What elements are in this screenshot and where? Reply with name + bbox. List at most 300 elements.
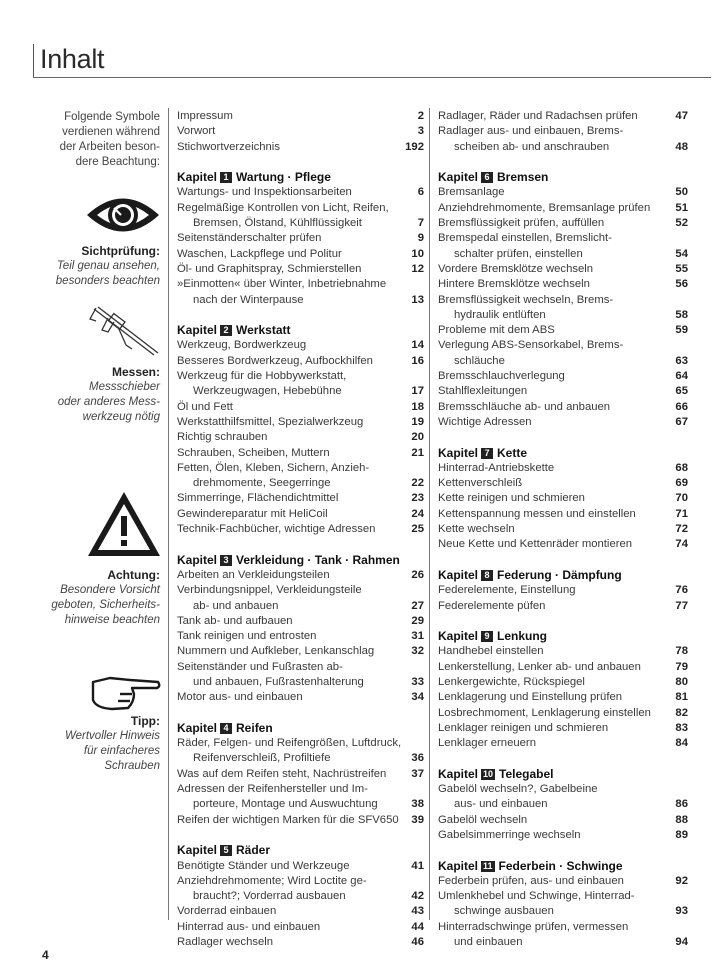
toc-entry[interactable] — [177, 354, 424, 369]
toc-entry[interactable] — [438, 491, 688, 506]
entry-page-number: 34 — [411, 691, 424, 704]
entry-title-line: schalter prüfen, einstellen — [454, 247, 583, 260]
entry-page-number: 56 — [675, 278, 688, 291]
entry-title-line: schläuche — [454, 354, 505, 367]
entry-title-line: Vorwort — [177, 125, 216, 138]
entry-title-line: Tank ab- und aufbauen — [177, 614, 293, 627]
toc-entry[interactable] — [438, 109, 688, 124]
entry-page-number: 76 — [675, 584, 688, 597]
entry-page-number: 50 — [675, 186, 688, 199]
toc-entry[interactable] — [177, 430, 424, 445]
entry-title-line: Regelmäßige Kontrollen von Licht, Reifen, — [177, 201, 389, 214]
entry-page-number: 13 — [411, 293, 424, 306]
toc-entry[interactable] — [438, 400, 688, 415]
toc-entry[interactable] — [177, 660, 424, 691]
entry-page-number: 31 — [411, 630, 424, 643]
entry-title-line: scheiben ab- und anschrauben — [454, 140, 610, 153]
chapter-number-badge: 11 — [483, 860, 493, 871]
entry-title-line: Gabelöl wechseln?, Gabelbeine — [438, 783, 598, 796]
entry-title-line: Verbindungsnippel, Verkleidungsteile — [177, 584, 362, 597]
eye-icon — [84, 190, 162, 240]
entry-title-line: Werkzeugwagen, Hebebühne — [193, 385, 342, 398]
entry-page-number: 66 — [675, 400, 688, 413]
entry-title-line: Kette reinigen und schmieren — [438, 492, 585, 505]
entry-page-number: 26 — [411, 568, 424, 581]
chapter-number-badge: 4 — [220, 723, 232, 734]
chapter-word: Kapitel — [177, 552, 218, 567]
chapter-heading — [177, 721, 424, 736]
entry-title-line: porteure, Montage und Auswuchtung — [193, 798, 378, 811]
toc-entry[interactable] — [438, 706, 688, 721]
toc-entry[interactable] — [438, 537, 688, 552]
toc-entry[interactable] — [177, 644, 424, 659]
toc-entry[interactable] — [177, 461, 424, 492]
entry-title-line: Richtig schrauben — [177, 431, 268, 444]
entry-page-number: 64 — [675, 370, 688, 383]
toc-entry[interactable] — [438, 507, 688, 522]
entry-page-number: 41 — [411, 859, 424, 872]
entry-title-line: Arbeiten an Verkleidungsteilen — [177, 568, 330, 581]
entry-title-line: »Einmotten« über Winter, Inbetriebnahme — [177, 278, 387, 291]
symbol-label: Achtung: — [107, 568, 160, 582]
sidebar-intro — [0, 110, 160, 170]
entry-title-line: Anziehdrehmomente, Bremsanlage prüfen — [438, 201, 651, 214]
toc-entry[interactable] — [438, 338, 688, 369]
toc-entry[interactable] — [177, 277, 424, 308]
symbol-tipp — [0, 714, 160, 774]
entry-page-number: 51 — [675, 201, 688, 214]
toc-entry[interactable] — [438, 277, 688, 292]
intro-line: dere Beachtung: — [75, 156, 160, 168]
toc-entry[interactable] — [177, 629, 424, 644]
entry-page-number: 39 — [411, 813, 424, 826]
entry-title-line: Bremsflüssigkeit wechseln, Brems- — [438, 293, 614, 306]
entry-title-line: Vordere Bremsklötze wechseln — [438, 262, 594, 275]
toc-entry[interactable] — [177, 124, 424, 139]
toc-entry[interactable] — [177, 491, 424, 506]
entry-title-line: Verlegung ABS-Sensorkabel, Brems- — [438, 339, 624, 352]
chapter-heading — [438, 629, 688, 644]
caliper-icon — [88, 305, 160, 363]
entry-page-number: 7 — [417, 217, 424, 230]
toc-entry[interactable] — [438, 384, 688, 399]
toc-entry[interactable] — [177, 874, 424, 905]
symbol-desc: geboten, Sicherheits- — [51, 599, 160, 611]
entry-page-number: 67 — [675, 415, 688, 428]
toc-entry[interactable] — [177, 782, 424, 813]
toc-entry[interactable] — [438, 782, 688, 813]
entry-title-line: Tank reinigen und entrosten — [177, 630, 317, 643]
toc-entry[interactable] — [177, 338, 424, 353]
entry-page-number: 46 — [411, 936, 424, 949]
chapter-title: Bremsen — [497, 170, 549, 185]
toc-section — [177, 109, 424, 155]
toc-section — [438, 568, 688, 614]
symbol-desc: hinweise beachten — [64, 614, 160, 626]
symbol-desc: für einfacheres — [83, 745, 160, 757]
entry-title-line: Gewindereparatur mit HeliCoil — [177, 507, 328, 520]
toc-entry[interactable] — [177, 446, 424, 461]
chapter-title: Wartung · Pflege — [236, 170, 331, 185]
toc-entry[interactable] — [438, 185, 688, 200]
toc-section — [438, 109, 688, 155]
chapter-heading — [177, 170, 424, 185]
symbol-messen — [0, 365, 160, 425]
toc-entry[interactable] — [438, 262, 688, 277]
chapter-heading — [438, 568, 688, 583]
toc-entry[interactable] — [177, 247, 424, 262]
entry-page-number: 9 — [417, 232, 424, 245]
toc-section — [177, 553, 424, 706]
entry-page-number: 12 — [411, 262, 424, 275]
entry-title-line: Reifen der wichtigen Marken für die SFV650 — [177, 813, 399, 826]
toc-section — [177, 323, 424, 537]
chapter-heading — [438, 859, 688, 874]
entry-page-number: 17 — [411, 385, 424, 398]
entry-title-line: Anziehdrehmomente; Wird Loctite ge- — [177, 874, 367, 887]
chapter-word: Kapitel — [438, 170, 479, 185]
symbol-achtung — [0, 568, 160, 628]
column-divider — [168, 108, 169, 920]
symbol-label: Messen: — [111, 365, 160, 379]
entry-title-line: Vorderrad einbauen — [177, 905, 277, 918]
toc-entry[interactable] — [177, 935, 424, 950]
entry-page-number: 79 — [675, 660, 688, 673]
chapter-word: Kapitel — [438, 567, 479, 582]
toc-entry[interactable] — [438, 874, 688, 889]
entry-title-line: Gabelsimmerringe wechseln — [438, 828, 581, 841]
entry-page-number: 3 — [417, 125, 424, 138]
chapter-number-badge: 5 — [220, 845, 232, 856]
page-title: Inhalt — [40, 44, 105, 74]
entry-title-line: Stahlflexleitungen — [438, 385, 528, 398]
toc-entry[interactable] — [177, 767, 424, 782]
chapter-word: Kapitel — [177, 843, 218, 858]
entry-page-number: 192 — [405, 140, 424, 153]
entry-page-number: 83 — [675, 721, 688, 734]
entry-title-line: Bremsschläuche ab- und anbauen — [438, 400, 611, 413]
intro-line: Folgende Symbole — [64, 111, 160, 123]
entry-page-number: 86 — [675, 798, 688, 811]
toc-entry[interactable] — [177, 415, 424, 430]
entry-page-number: 72 — [675, 523, 688, 536]
toc-entry[interactable] — [438, 828, 688, 843]
symbol-desc: oder anderes Mess- — [57, 396, 160, 408]
toc-entry[interactable] — [438, 644, 688, 659]
entry-title-line: Seitenständer und Fußrasten ab- — [177, 660, 343, 673]
entry-title-line: Kettenspannung messen und einstellen — [438, 507, 636, 520]
toc-entry[interactable] — [177, 859, 424, 874]
entry-page-number: 84 — [675, 737, 688, 750]
symbol-desc: Wertvoller Hinweis — [64, 730, 160, 742]
chapter-word: Kapitel — [177, 720, 218, 735]
entry-title-line: Neue Kette und Kettenräder montieren — [438, 538, 633, 551]
entry-page-number: 69 — [675, 477, 688, 490]
entry-page-number: 18 — [411, 400, 424, 413]
entry-page-number: 82 — [675, 706, 688, 719]
chapter-word: Kapitel — [438, 766, 479, 781]
toc-entry[interactable] — [438, 660, 688, 675]
toc-entry[interactable] — [177, 568, 424, 583]
toc-entry[interactable] — [438, 216, 688, 231]
entry-title-line: schwinge ausbauen — [454, 905, 554, 918]
entry-title-line: Bremsen, Ölstand, Kühlflüssigkeit — [193, 217, 362, 230]
toc-entry[interactable] — [438, 583, 688, 598]
entry-title-line: und anbauen, Fußrastenhalterung — [193, 675, 364, 688]
intro-line: der Arbeiten beson- — [59, 141, 160, 153]
entry-title-line: Bremsanlage — [438, 186, 505, 199]
entry-title-line: Öl und Fett — [177, 400, 233, 413]
toc-entry[interactable] — [438, 369, 688, 384]
chapter-title: Federbein · Schwinge — [498, 858, 623, 873]
entry-page-number: 81 — [675, 691, 688, 704]
toc-entry[interactable] — [177, 231, 424, 246]
entry-title-line: Waschen, Lackpflege und Politur — [177, 247, 342, 260]
toc-section — [177, 721, 424, 828]
entry-title-line: Radlager aus- und einbauen, Brems- — [438, 125, 624, 138]
toc-entry[interactable] — [438, 201, 688, 216]
entry-title-line: und einbauen — [454, 936, 523, 949]
entry-page-number: 47 — [675, 110, 688, 122]
toc-section — [438, 629, 688, 751]
warning-icon — [86, 490, 162, 558]
entry-page-number: 77 — [675, 599, 688, 612]
toc-entry[interactable] — [177, 109, 424, 124]
toc-section — [177, 843, 424, 950]
toc-entry[interactable] — [177, 904, 424, 919]
entry-title-line: Federelemente püfen — [438, 599, 546, 612]
entry-page-number: 27 — [411, 599, 424, 612]
toc-entry[interactable] — [177, 813, 424, 828]
entry-page-number: 16 — [411, 354, 424, 367]
symbol-desc: Besondere Vorsicht — [60, 584, 160, 596]
entry-title-line: Handhebel einstellen — [438, 645, 544, 658]
entry-page-number: 38 — [411, 798, 424, 811]
toc-section — [438, 859, 688, 951]
entry-title-line: braucht?; Vorderrad ausbauen — [193, 890, 346, 903]
symbol-desc: Messschieber — [89, 381, 160, 393]
entry-title-line: Lenklager erneuern — [438, 737, 536, 750]
toc-entry[interactable] — [177, 690, 424, 705]
entry-title-line: Nummern und Aufkleber, Lenkanschlag — [177, 645, 375, 658]
chapter-number-badge: 9 — [481, 631, 493, 642]
entry-title-line: Probleme mit dem ABS — [438, 324, 555, 337]
pointing-hand-icon — [90, 672, 162, 712]
toc-entry[interactable] — [438, 323, 688, 338]
toc-entry[interactable] — [438, 690, 688, 705]
entry-page-number: 2 — [417, 110, 424, 122]
entry-page-number: 80 — [675, 675, 688, 688]
entry-page-number: 44 — [411, 920, 424, 933]
toc-entry[interactable] — [177, 920, 424, 935]
entry-title-line: Werkzeug für die Hobbywerkstatt, — [177, 370, 347, 383]
entry-page-number: 21 — [411, 446, 424, 459]
toc-entry[interactable] — [438, 675, 688, 690]
chapter-number-badge: 10 — [483, 768, 494, 779]
page-number: 4 — [42, 948, 49, 962]
entry-title-line: Impressum — [177, 110, 233, 122]
entry-page-number: 54 — [675, 247, 688, 260]
symbol-desc: Schrauben — [104, 760, 160, 772]
entry-page-number: 52 — [675, 217, 688, 230]
entry-title-line: Schrauben, Scheiben, Muttern — [177, 446, 330, 459]
entry-page-number: 36 — [411, 752, 424, 765]
entry-page-number: 43 — [411, 905, 424, 918]
entry-page-number: 74 — [675, 538, 688, 551]
entry-page-number: 32 — [411, 645, 424, 658]
chapter-word: Kapitel — [177, 170, 218, 185]
entry-page-number: 23 — [411, 492, 424, 505]
entry-page-number: 94 — [675, 936, 688, 949]
entry-title-line: Simmerringe, Flächendichtmittel — [177, 492, 339, 505]
entry-page-number: 88 — [675, 813, 688, 826]
chapter-heading — [177, 323, 424, 338]
chapter-number-badge: 3 — [220, 555, 232, 566]
toc-entry[interactable] — [438, 124, 688, 155]
entry-title-line: Werkstatthilfsmittel, Spezialwerkzeug — [177, 415, 364, 428]
toc-entry[interactable] — [438, 721, 688, 736]
chapter-heading — [438, 170, 688, 185]
entry-title-line: Fetten, Ölen, Kleben, Sichern, Anzieh- — [177, 461, 370, 474]
entry-title-line: Bremspedal einstellen, Bremslicht- — [438, 232, 612, 245]
entry-page-number: 22 — [411, 477, 424, 490]
title-bar — [33, 44, 34, 78]
entry-page-number: 59 — [675, 324, 688, 337]
entry-title-line: Adressen der Reifenhersteller und Im- — [177, 783, 368, 796]
entry-title-line: Federelemente, Einstellung — [438, 584, 576, 597]
entry-title-line: Stichwortverzeichnis — [177, 140, 280, 153]
column-divider — [429, 108, 430, 920]
entry-page-number: 10 — [411, 247, 424, 260]
entry-title-line: aus- und einbauen — [454, 798, 548, 811]
toc-entry[interactable] — [177, 262, 424, 277]
chapter-number-badge: 6 — [481, 172, 493, 183]
chapter-title: Räder — [236, 843, 271, 858]
entry-title-line: Seitenständerschalter prüfen — [177, 232, 322, 245]
symbol-label: Sichtprüfung: — [81, 244, 160, 258]
symbol-desc: besonders beachten — [55, 275, 160, 287]
entry-title-line: Gabelöl wechseln — [438, 813, 528, 826]
chapter-title: Federung · Dämpfung — [497, 567, 622, 582]
toc-entry[interactable] — [177, 400, 424, 415]
entry-title-line: Hintere Bremsklötze wechseln — [438, 278, 590, 291]
entry-title-line: Bremsschlauchverlegung — [438, 370, 565, 383]
entry-page-number: 48 — [675, 140, 688, 153]
entry-page-number: 70 — [675, 492, 688, 505]
toc-entry[interactable] — [438, 736, 688, 751]
entry-page-number: 42 — [411, 890, 424, 903]
entry-title-line: Lenklagerung und Einstellung prüfen — [438, 691, 623, 704]
symbol-sichtpruefung — [0, 244, 160, 289]
entry-page-number: 65 — [675, 385, 688, 398]
toc-column-right — [438, 109, 688, 950]
entry-page-number: 20 — [411, 431, 424, 444]
chapter-word: Kapitel — [438, 445, 479, 460]
entry-title-line: Umlenkhebel und Schwinge, Hinterrad- — [438, 890, 635, 903]
intro-line: verdienen während — [62, 126, 160, 138]
symbol-desc: Teil genau ansehen, — [56, 260, 160, 272]
toc-column-left — [177, 109, 424, 950]
entry-title-line: Technik-Fachbücher, wichtige Adressen — [177, 523, 376, 536]
toc-entry[interactable] — [177, 507, 424, 522]
toc-entry[interactable] — [177, 201, 424, 232]
entry-title-line: Federbein prüfen, aus- und einbauen — [438, 874, 624, 887]
toc-entry[interactable] — [438, 476, 688, 491]
entry-title-line: Wichtige Adressen — [438, 415, 532, 428]
toc-entry[interactable] — [438, 599, 688, 614]
chapter-title: Kette — [497, 445, 528, 460]
entry-title-line: Motor aus- und einbauen — [177, 691, 303, 704]
entry-page-number: 24 — [411, 507, 424, 520]
entry-page-number: 63 — [675, 354, 688, 367]
entry-title-line: nach der Winterpause — [193, 293, 304, 306]
title-rule — [33, 77, 711, 78]
chapter-title: Lenkung — [497, 629, 548, 644]
entry-title-line: Kette wechseln — [438, 523, 515, 536]
entry-title-line: Hinterradschwinge prüfen, vermessen — [438, 920, 629, 933]
toc-entry[interactable] — [438, 920, 688, 951]
entry-page-number: 58 — [675, 308, 688, 321]
entry-page-number: 29 — [411, 614, 424, 627]
entry-title-line: Wartungs- und Inspektionsarbeiten — [177, 186, 352, 199]
chapter-heading — [177, 553, 424, 568]
toc-entry[interactable] — [438, 415, 688, 430]
entry-title-line: Lenkerstellung, Lenker ab- und anbauen — [438, 660, 641, 673]
chapter-title: Werkstatt — [236, 323, 291, 338]
chapter-number-badge: 7 — [481, 448, 493, 459]
entry-title-line: Hinterrad-Antriebskette — [438, 461, 555, 474]
entry-title-line: ab- und anbauen — [193, 599, 279, 612]
entry-title-line: Lenkergewichte, Rückspiegel — [438, 675, 585, 688]
entry-page-number: 93 — [675, 905, 688, 918]
toc-entry[interactable] — [438, 461, 688, 476]
entry-title-line: drehmomente, Seegerringe — [193, 477, 331, 490]
chapter-word: Kapitel — [438, 629, 479, 644]
entry-title-line: hydraulik entlüften — [454, 308, 546, 321]
toc-entry[interactable] — [438, 889, 688, 920]
toc-section — [438, 446, 688, 553]
chapter-title: Reifen — [236, 720, 273, 735]
toc-entry[interactable] — [438, 813, 688, 828]
entry-title-line: Hinterrad aus- und einbauen — [177, 920, 321, 933]
entry-title-line: Lenklager reinigen und schmieren — [438, 721, 609, 734]
entry-title-line: Radlager, Räder und Radachsen prüfen — [438, 110, 638, 122]
toc-entry[interactable] — [177, 522, 424, 537]
toc-entry[interactable] — [438, 522, 688, 537]
toc-entry[interactable] — [177, 185, 424, 200]
toc-entry[interactable] — [177, 140, 424, 155]
chapter-number-badge: 8 — [481, 570, 493, 581]
toc-entry[interactable] — [177, 614, 424, 629]
entry-page-number: 6 — [417, 186, 424, 199]
toc-section — [438, 767, 688, 843]
entry-title-line: Losbrechmoment, Lenklagerung einstellen — [438, 706, 651, 719]
entry-title-line: Besseres Bordwerkzeug, Aufbockhilfen — [177, 354, 373, 367]
symbol-desc: werkzeug nötig — [82, 411, 160, 423]
toc-entry[interactable] — [177, 736, 424, 767]
toc-entry[interactable] — [177, 583, 424, 614]
toc-entry[interactable] — [438, 293, 688, 324]
toc-entry[interactable] — [177, 369, 424, 400]
chapter-word: Kapitel — [438, 858, 479, 873]
toc-section — [438, 170, 688, 430]
entry-title-line: Werkzeug, Bordwerkzeug — [177, 339, 307, 352]
entry-page-number: 33 — [411, 675, 424, 688]
entry-page-number: 71 — [675, 507, 688, 520]
toc-section — [177, 170, 424, 308]
entry-page-number: 37 — [411, 767, 424, 780]
toc-entry[interactable] — [438, 231, 688, 262]
